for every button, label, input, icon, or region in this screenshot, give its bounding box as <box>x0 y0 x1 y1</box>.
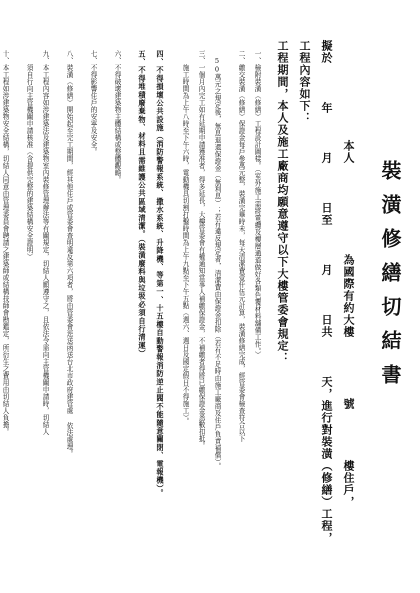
floor-suffix: 樓住戶， <box>342 460 355 508</box>
rule-10: 十、本工程如涉建築物安全結構，切結人同意由管理委員會聘請之建築師或結構技師會勘鑑定，所衍生之費用由切結人負擔。 <box>1 50 9 435</box>
rule-3: 三、一個月內完工如有延期申請獲准者，得多延長，大樓管委會有權通知當事人補繳保證金，不補繳者得將已繳保證金悉數扣抵。 <box>197 50 205 449</box>
rule-5: 五、不得堆積廢棄物、材料且需維護公共區域清潔。（裝潢廢料與垃圾必須自行清運） <box>138 50 147 358</box>
affidavit-page <box>1 40 404 560</box>
year-label: 年 <box>320 102 333 114</box>
date-prefix: 擬於 <box>320 40 333 64</box>
rule-8: 八、裝潢（修繕）開始起至完工期間，經其他住戶或管委會查明違反第六項者，將由管委會逕送函送台北市政府建管處 依法處理。 <box>65 50 73 458</box>
rule-4: 四、不得損壞公共設施（消防警報系統、撒水系統、升降機、等第一、十五樓自動警報消防逆止閥不能隨意關閉、電報機）。 <box>156 50 165 498</box>
rule-7: 七、不得影響住戶的安寧及安全。 <box>89 50 97 155</box>
day-end-label: 日共 <box>320 314 333 338</box>
month2-label: 月 <box>320 264 333 276</box>
commitment-line: 工程期間，本人及施工廠商均願意遵守以下大樓管委會規定： <box>276 40 289 364</box>
unit-suffix: 號 <box>342 398 355 410</box>
rule-6: 六、不得破壞建築物主體結構或整體觀瞻。 <box>113 50 121 183</box>
page-title: 裝潢修繕切結書 <box>378 160 402 398</box>
rule-2: 二、繳交裝潢（修繕）保證金每戶參萬元整，裝潢完畢時未，每天清潔費壹仟伍元計算，裝潢修繕完成，經管委會檢查符合以下 <box>237 50 245 442</box>
header-line-2 <box>318 40 334 560</box>
building-label: 為國際有約大樓 <box>342 254 355 338</box>
header-line-1 <box>340 40 356 560</box>
rule-3-cont: 施工時間為上午八時至下午六時，電動機具切割打鑿時間為上午九點至下午五點（週六、週日及國定假日不得施工）。 <box>181 50 189 425</box>
rule-1: 一、檢附裝潢（修繕）工程設計圖樣。（室外施工需將電纜及樓層通道做好各類色覆材料舖備工作。） <box>253 50 261 359</box>
rule-2-cont: 50萬元之規定後，無息退還保證金（無利息）；若有違反規定者，清潔費由保證金扣除（若有不足時由施工廠商及住戶負責補償）。 <box>213 50 221 470</box>
content-label: 工程內容如下： <box>298 40 311 124</box>
month-label: 月 <box>320 152 333 164</box>
days-suffix: 天，進行對裝潢（修繕）工程， <box>320 376 333 544</box>
person-label: 本人 <box>342 140 355 164</box>
rule-9: 九、本工程內容如涉建築法及建築物室內裝修管理辦法等有關規定，切結人願遵守之，且依法令需向主管機關申請時，切結人 <box>41 50 49 435</box>
day-start-label: 日至 <box>320 202 333 226</box>
rule-9-cont: 須自行向主管機關申請核准（含提供完整的建築結構安全證明） <box>25 50 33 260</box>
